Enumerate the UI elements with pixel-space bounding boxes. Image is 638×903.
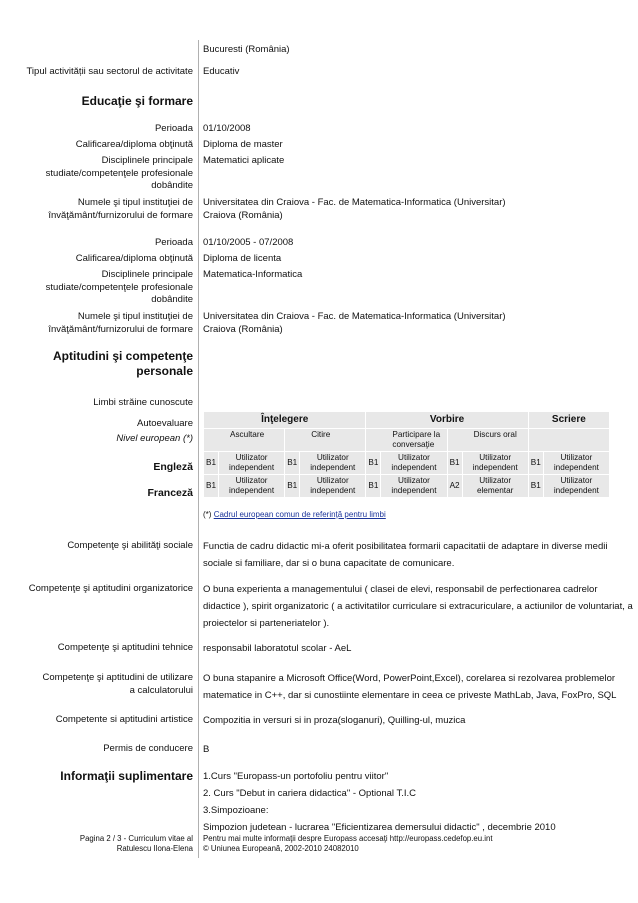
level-desc: Utilizator independent bbox=[463, 452, 528, 474]
subjects-value: Matematici aplicate bbox=[203, 155, 285, 166]
language-table bbox=[203, 411, 610, 498]
cefr-link[interactable]: Cadrul european comun de referinţă pentru limbi bbox=[213, 510, 386, 519]
subjects-label: Disciplinele principale studiate/competenţele profesionale dobândite bbox=[45, 269, 193, 305]
organisational-skills-line1: O buna experienta a managementului ( clasei de elevi, responsabil de perfectionarea cadrelor bbox=[203, 584, 598, 595]
level-code: A2 bbox=[448, 475, 462, 497]
institution-value-line1: Universitatea din Craiova - Fac. de Matematica-Informatica (Universitar) bbox=[203, 197, 506, 208]
language-row-english bbox=[204, 452, 609, 474]
cefr-note bbox=[203, 510, 386, 519]
activity-label: Tipul activității sau sectorul de activitate bbox=[26, 66, 193, 77]
location-value: Bucuresti (România) bbox=[203, 44, 290, 55]
driving-licence-label: Permis de conducere bbox=[103, 743, 193, 754]
institution-value-line2: Craiova (România) bbox=[203, 324, 283, 335]
level-desc: Utilizator independent bbox=[300, 452, 365, 474]
language-name-french: Franceză bbox=[147, 487, 193, 499]
understanding-header: Înţelegere bbox=[204, 412, 365, 428]
language-name-english: Engleză bbox=[153, 461, 193, 473]
level-desc: Utilizator independent bbox=[544, 452, 609, 474]
qualification-value: Diploma de licenta bbox=[203, 253, 282, 264]
level-code: B1 bbox=[204, 475, 218, 497]
level-code: B1 bbox=[448, 452, 462, 474]
computer-skills-line2: matematice in C++, dar si cunostiinte elementare in ceea ce priveste MathLab, Java, FoxPro, SQL bbox=[203, 690, 617, 701]
footer-page-info bbox=[3, 834, 193, 854]
european-level-label: Nivel european (*) bbox=[116, 433, 193, 444]
reading-subheader: Citire bbox=[285, 429, 365, 451]
period-value: 01/10/2008 bbox=[203, 123, 251, 134]
level-desc: Utilizator elementar bbox=[463, 475, 528, 497]
social-skills-line1: Functia de cadru didactic mi-a oferit posibilitatea formarii capacitatii de adaptare in diverse medii bbox=[203, 541, 608, 552]
subjects-value: Matematica-Informatica bbox=[203, 269, 303, 280]
artistic-skills-label: Competente si aptitudini artistice bbox=[55, 714, 193, 725]
computer-skills-label: Competenţe şi aptitudini de utilizare a calculatorului bbox=[42, 672, 193, 696]
level-desc: Utilizator independent bbox=[219, 475, 284, 497]
level-code: B1 bbox=[366, 475, 380, 497]
level-desc: Utilizator independent bbox=[381, 475, 446, 497]
technical-skills-value: responsabil laboratotul scolar - AeL bbox=[203, 643, 352, 654]
social-skills-line2: sociale si familiare, dar si o buna capacitate de comunicare. bbox=[203, 558, 455, 569]
level-code: B1 bbox=[204, 452, 218, 474]
organisational-skills-label: Competenţe şi aptitudini organizatorice bbox=[28, 583, 193, 594]
writing-header: Scriere bbox=[529, 412, 609, 428]
level-code: B1 bbox=[529, 475, 543, 497]
period-label: Perioada bbox=[154, 123, 193, 134]
subjects-label: Disciplinele principale studiate/competenţele profesionale dobândite bbox=[45, 155, 193, 191]
level-desc: Utilizator independent bbox=[544, 475, 609, 497]
computer-skills-line1: O buna stapanire a Microsoft Office(Word, PowerPoint,Excel), corelarea si rezolvarea problemelor bbox=[203, 673, 616, 684]
additional-info-line4: Simpozion judetean - lucrarea "Eficientizarea demersului didactic" , decembrie 2010 bbox=[203, 822, 556, 833]
level-code: B1 bbox=[285, 475, 299, 497]
level-code: B1 bbox=[285, 452, 299, 474]
self-assessment-label: Autoevaluare bbox=[137, 418, 193, 429]
additional-info-line1: 1.Curs "Europass-un portofoliu pentru viitor" bbox=[203, 771, 389, 782]
activity-value: Educativ bbox=[203, 66, 240, 77]
additional-info-heading: Informaţii suplimentare bbox=[60, 769, 193, 783]
interaction-subheader: Participare la conversaţie bbox=[366, 429, 446, 451]
level-desc: Utilizator independent bbox=[300, 475, 365, 497]
footer-owner-name: Ratulescu Ilona-Elena bbox=[116, 844, 193, 853]
writing-subheader-empty bbox=[529, 429, 609, 451]
footer-page-number: Pagina 2 / 3 - Curriculum vitae al bbox=[79, 834, 193, 843]
foreign-languages-label: Limbi străine cunoscute bbox=[93, 397, 193, 408]
footer-europass-info bbox=[203, 834, 493, 854]
education-heading: Educaţie şi formare bbox=[81, 94, 193, 108]
language-row-french bbox=[204, 475, 609, 497]
period-value: 01/10/2005 - 07/2008 bbox=[203, 237, 294, 248]
listening-subheader: Ascultare bbox=[204, 429, 284, 451]
artistic-skills-value: Compozitia in versuri si in proza(sloganuri), Quilling-ul, muzica bbox=[203, 715, 466, 726]
institution-value-line1: Universitatea din Craiova - Fac. de Matematica-Informatica (Universitar) bbox=[203, 311, 506, 322]
skills-heading: Aptitudini şi competenţe personale bbox=[53, 349, 194, 378]
level-desc: Utilizator independent bbox=[219, 452, 284, 474]
qualification-label: Calificarea/diploma obţinută bbox=[75, 139, 193, 150]
institution-label: Numele şi tipul instituţiei de învăţământ/furnizorului de formare bbox=[48, 311, 193, 335]
level-desc: Utilizator independent bbox=[381, 452, 446, 474]
additional-info-line2: 2. Curs "Debut in cariera didactica" - Optional T.I.C bbox=[203, 788, 417, 799]
level-code: B1 bbox=[529, 452, 543, 474]
organisational-skills-line2: didactice ), spirit organizatoric ( a activitatilor curriculare si extracuriculare, a actiunilor de voluntariat, a bbox=[203, 601, 633, 612]
period-label: Perioada bbox=[154, 237, 193, 248]
cefr-note-prefix: (*) bbox=[203, 510, 212, 519]
qualification-value: Diploma de master bbox=[203, 139, 283, 150]
social-skills-label: Competenţe şi abilităţi sociale bbox=[67, 540, 193, 551]
driving-licence-value: B bbox=[203, 744, 210, 755]
institution-label: Numele şi tipul instituţiei de învăţământ/furnizorului de formare bbox=[48, 197, 193, 221]
column-divider bbox=[198, 40, 199, 858]
speaking-header: Vorbire bbox=[366, 412, 527, 428]
technical-skills-label: Competenţe şi aptitudini tehnice bbox=[57, 642, 193, 653]
organisational-skills-line3: proiectelor si parteneriatelor ). bbox=[203, 618, 330, 629]
footer-copyright: © Uniunea Europeană, 2002-2010 24082010 bbox=[203, 844, 359, 853]
additional-info-line3: 3.Simpozioane: bbox=[203, 805, 269, 816]
level-code: B1 bbox=[366, 452, 380, 474]
institution-value-line2: Craiova (România) bbox=[203, 210, 283, 221]
qualification-label: Calificarea/diploma obţinută bbox=[75, 253, 193, 264]
footer-europass-url: Pentru mai multe informaţii despre Europass accesaţi http://europass.cedefop.eu.int bbox=[203, 834, 493, 843]
production-subheader: Discurs oral bbox=[448, 429, 528, 451]
